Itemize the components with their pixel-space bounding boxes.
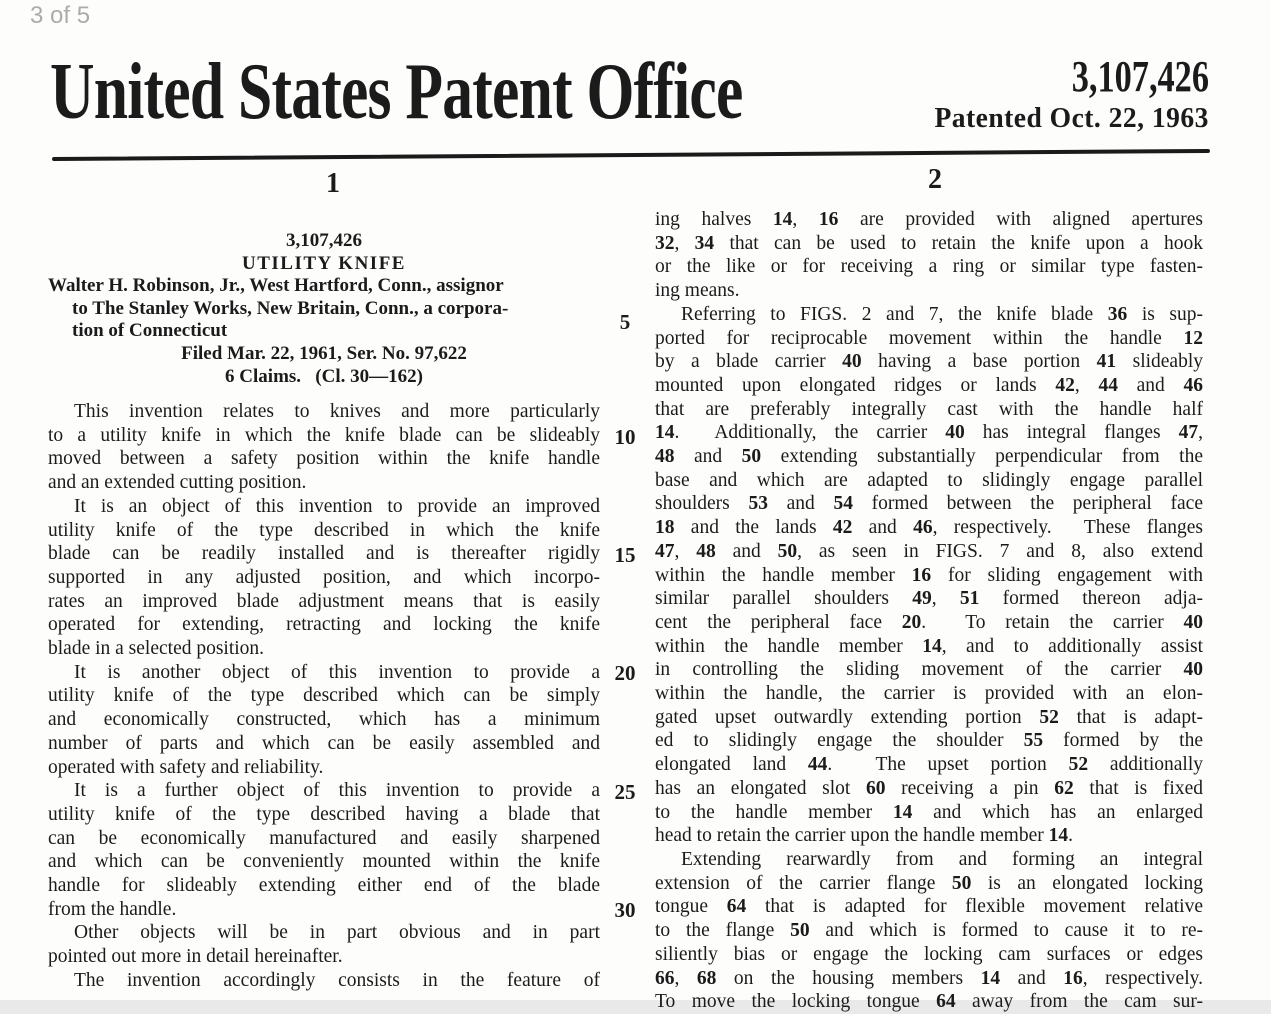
text-line: It is an object of this invention to provide an improved	[74, 495, 600, 517]
text-line: ing halves 14, 16 are provided with aligned apertures	[655, 209, 1203, 230]
text-line: cent the peripheral face 20. To retain the carrier 40	[655, 611, 1203, 633]
right-column-text	[655, 208, 1203, 1014]
text-line: head to retain the carrier upon the handle member 14.	[655, 825, 1073, 847]
text-line: The invention accordingly consists in the feature of	[74, 969, 600, 991]
header-rule	[52, 149, 1210, 161]
column-number-left: 1	[326, 168, 340, 199]
text-line: 47, 48 and 50, as seen in FIGS. 7 and 8, also extend	[655, 540, 1204, 562]
title-block-line: tion of Connecticut	[72, 320, 228, 342]
text-line: ed to slidingly engage the shoulder 55 formed by the	[655, 730, 1203, 752]
text-line: within the handle member 16 for sliding engagement with	[655, 564, 1204, 586]
text-line: blade can be readily installed and is thereafter rigidly	[48, 543, 600, 565]
text-line: to the flange 50 and which is formed to cause it to re-	[655, 920, 1204, 942]
left-column-text	[48, 400, 600, 993]
text-line: To move the locking tongue 64 away from the cam sur-	[655, 991, 1203, 1013]
text-line: moved between a safety position within the knife handle	[48, 448, 600, 470]
line-number: 20	[614, 661, 636, 685]
text-line: utility knife of the type described having a blade that	[48, 803, 600, 825]
text-line: ing means.	[655, 280, 740, 302]
text-line: siliently bias or engage the locking cam surfaces or edges	[655, 943, 1203, 965]
text-line: and economically constructed, which has a minimum	[48, 709, 600, 731]
line-number: 10	[614, 425, 636, 449]
text-line: number of parts and which can be easily assembled and	[48, 732, 600, 754]
text-line: Referring to FIGS. 2 and 7, the knife blade 36 is sup-	[681, 303, 1204, 325]
patent-office-title: United States Patent Office	[50, 48, 743, 136]
title-block-line: to The Stanley Works, New Britain, Conn., a corpora-	[72, 297, 509, 319]
text-line: It is a further object of this invention to provide a	[74, 780, 600, 802]
text-line: from the handle.	[48, 898, 177, 920]
title-block-line: 3,107,426	[286, 230, 362, 251]
text-line: 14. Additionally, the carrier 40 has integral flanges 47,	[655, 422, 1203, 444]
text-line: or the like or for receiving a ring or similar type fasten-	[655, 256, 1203, 278]
text-line: supported in any adjusted position, and which incorpo-	[48, 566, 600, 588]
page-indicator: 3 of 5	[30, 2, 91, 29]
text-line: by a blade carrier 40 having a base portion 41 slideably	[655, 351, 1204, 373]
text-line: utility knife of the type described which can be simply	[48, 685, 600, 707]
text-line: operated with safety and reliability.	[48, 756, 324, 778]
patented-date: Patented Oct. 22, 1963	[934, 102, 1209, 134]
text-line: extension of the carrier flange 50 is an elongated locking	[655, 872, 1204, 894]
patent-number: 3,107,426	[1071, 52, 1209, 101]
text-line: utility knife of the type described in which the knife	[48, 519, 600, 541]
line-number: 15	[614, 543, 636, 567]
text-line: and an extended cutting position.	[48, 472, 307, 494]
text-line: Extending rearwardly from and forming an integral	[681, 848, 1203, 870]
text-line: 48 and 50 extending substantially perpendicular from the	[655, 446, 1203, 468]
line-number: 5	[619, 310, 631, 334]
text-line: tongue 64 that is adapted for flexible movement relative	[655, 896, 1203, 918]
text-line: gated upset outwardly extending portion 52 that is adapt-	[655, 706, 1204, 728]
patent-title-block	[48, 230, 600, 388]
text-line: can be economically manufactured and easily sharpened	[48, 827, 600, 849]
text-line: base and which are adapted to slidingly engage parallel	[655, 469, 1203, 491]
text-line: and which can be conveniently mounted within the knife	[48, 851, 600, 873]
title-block-line: Walter H. Robinson, Jr., West Hartford, Conn., assignor	[48, 275, 504, 297]
text-line: that are preferably integrally cast with the handle half	[655, 398, 1203, 420]
text-line: 32, 34 that can be used to retain the knife upon a hook	[655, 232, 1203, 254]
text-line: operated for extending, retracting and locking the knife	[48, 614, 600, 636]
text-line: blade in a selected position.	[48, 638, 265, 660]
text-line: 66, 68 on the housing members 14 and 16, respectively.	[655, 967, 1203, 989]
text-line: in controlling the sliding movement of the carrier 40	[655, 659, 1203, 681]
text-line: handle for slideably extending either end of the blade	[48, 875, 600, 897]
text-line: It is another object of this invention to provide a	[74, 661, 600, 683]
text-line: elongated land 44. The upset portion 52 additionally	[655, 754, 1203, 776]
title-block-line: Filed Mar. 22, 1961, Ser. No. 97,622	[181, 342, 467, 364]
text-line: This invention relates to knives and more particularly	[74, 401, 600, 422]
title-block-line: 6 Claims. (Cl. 30—162)	[225, 365, 423, 387]
line-number: 30	[614, 898, 636, 922]
line-number: 25	[614, 780, 636, 804]
text-line: rates an improved blade adjustment means that is easily	[48, 590, 600, 612]
text-line: within the handle member 14, and to additionally assist	[655, 635, 1204, 657]
text-line: within the handle, the carrier is provided with an elon-	[655, 683, 1203, 705]
text-line: shoulders 53 and 54 formed between the peripheral face	[655, 493, 1203, 515]
text-line: Other objects will be in part obvious and in part	[74, 922, 600, 944]
text-line: to a utility knife in which the knife blade can be slideably	[48, 424, 600, 446]
text-line: mounted upon elongated ridges or lands 42, 44 and 46	[655, 374, 1204, 396]
text-line: ported for reciprocable movement within the handle 12	[655, 327, 1203, 349]
column-number-right: 2	[928, 164, 942, 195]
text-line: 18 and the lands 42 and 46, respectively. These flanges	[655, 517, 1204, 539]
title-block-line: UTILITY KNIFE	[242, 252, 406, 274]
text-line: similar parallel shoulders 49, 51 formed thereon adja-	[655, 588, 1203, 610]
text-line: pointed out more in detail hereinafter.	[48, 946, 343, 968]
text-line: has an elongated slot 60 receiving a pin 62 that is fixed	[655, 777, 1203, 799]
text-line: to the handle member 14 and which has an enlarged	[655, 801, 1204, 823]
